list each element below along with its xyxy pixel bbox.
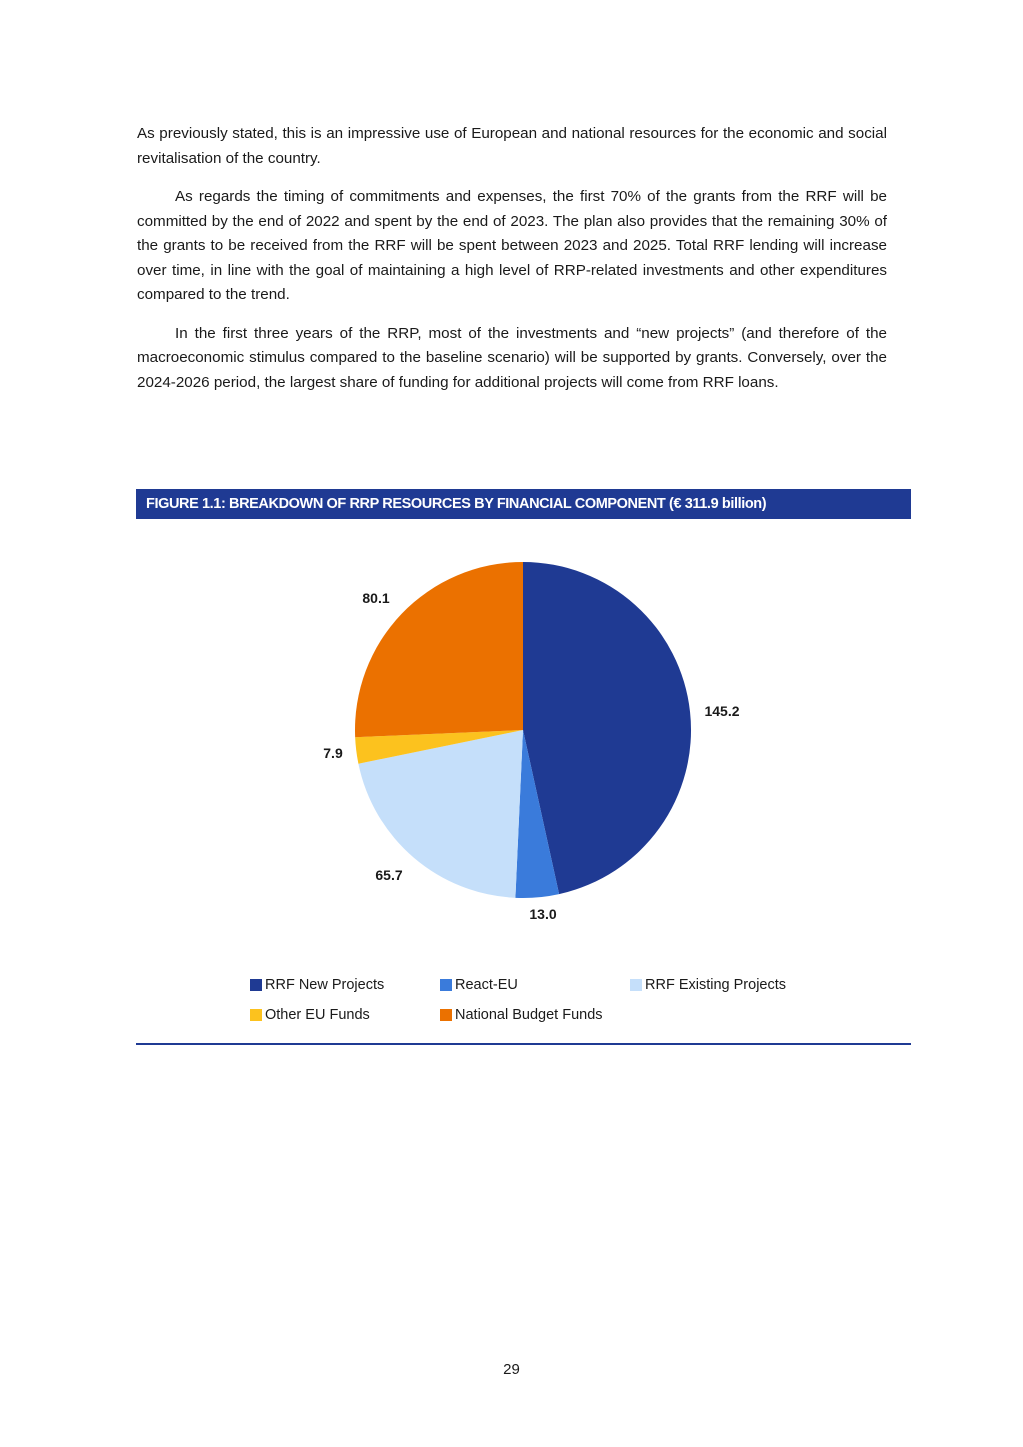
legend-swatch xyxy=(630,979,642,991)
legend-label: National Budget Funds xyxy=(455,1007,603,1023)
legend-label: RRF Existing Projects xyxy=(645,977,787,993)
legend-item-other-eu-funds xyxy=(250,1007,370,1023)
figure-bottom-rule xyxy=(136,1043,911,1045)
data-label-rrf-new-projects: 145.2 xyxy=(704,703,740,719)
legend-label: Other EU Funds xyxy=(265,1007,370,1023)
legend-item-national-budget-funds xyxy=(440,1007,603,1023)
figure-title: FIGURE 1.1: BREAKDOWN OF RRP RESOURCES BY FINANCIAL COMPONENT (€ 311.9 billion) xyxy=(136,489,911,519)
data-label-rrf-existing-projects: 65.7 xyxy=(375,867,403,883)
data-label-other-eu-funds: 7.9 xyxy=(323,745,343,761)
paragraph-1: As previously stated, this is an impressive use of European and national resources for the economic and social revitalisation of the country. xyxy=(137,125,887,167)
data-label-national-budget-funds: 80.1 xyxy=(362,590,390,606)
legend-item-react-eu xyxy=(440,977,518,993)
legend-item-rrf-existing-projects xyxy=(630,977,786,993)
legend-swatch xyxy=(250,979,262,991)
legend-swatch xyxy=(440,979,452,991)
pie-slice-national-budget-funds xyxy=(355,562,523,737)
legend-swatch xyxy=(440,1009,452,1021)
legend-swatch xyxy=(250,1009,262,1021)
paragraph-3: In the first three years of the RRP, most of the investments and “new projects” (and therefore of the macroeconomic stimulus compared to the baseline scenario) will be supported by grants. Conversely, over the 2024-2026 period, the largest share of funding for additional projects will come from RRF loans. xyxy=(137,324,887,391)
legend-label: RRF New Projects xyxy=(265,977,385,993)
paragraph-2: As regards the timing of commitments and expenses, the first 70% of the grants from the RRF will be committed by the end of 2022 and spent by the end of 2023. The plan also provides that the remaining 30% of the grants to be received from the RRF will be spent between 2023 and 2025. Total RRF lending will increase over time, in line with the goal of maintaining a high level of RRP-related investments and other expenditures compared to the trend. xyxy=(137,188,887,303)
legend-label: React-EU xyxy=(455,977,518,993)
pie-slice-rrf-new-projects xyxy=(523,562,691,894)
legend-item-rrf-new-projects xyxy=(250,977,384,993)
page-number: 29 xyxy=(503,1361,520,1378)
data-label-react-eu: 13.0 xyxy=(529,906,557,922)
